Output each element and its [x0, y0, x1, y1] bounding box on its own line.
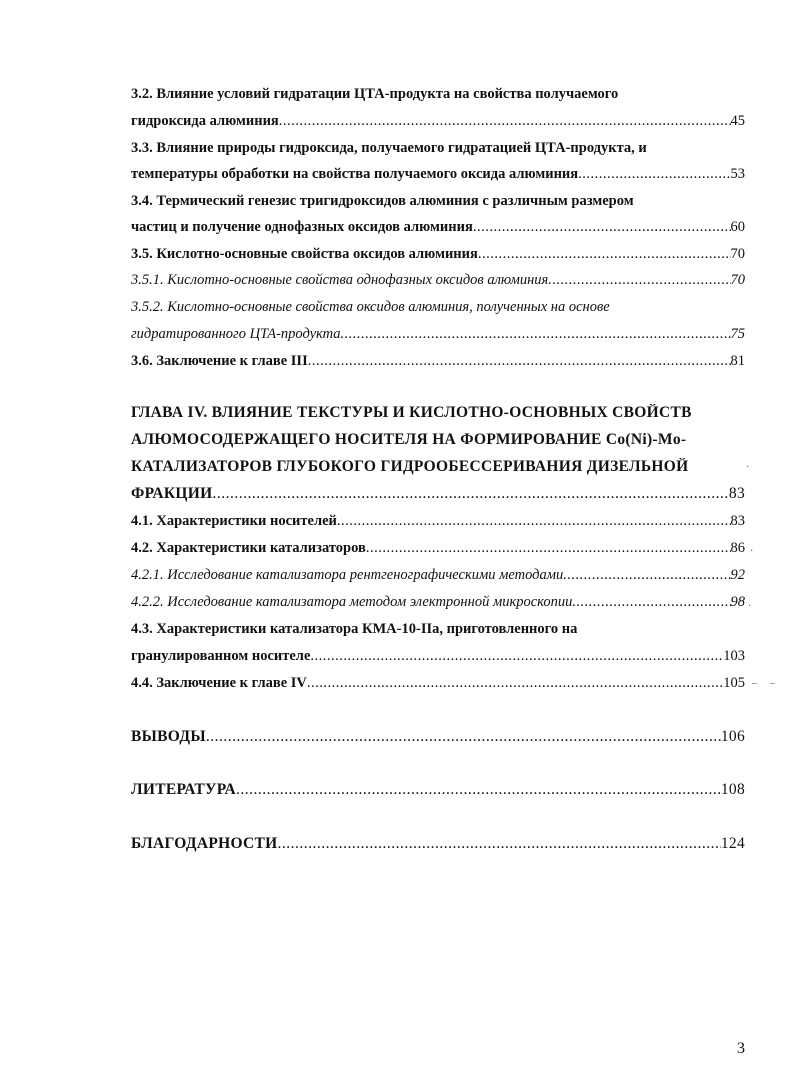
- toc-entry-title: ЛИТЕРАТУРА: [131, 781, 236, 798]
- toc-page-number: 105: [723, 675, 745, 691]
- toc-entry-4-2[interactable]: [131, 539, 745, 557]
- toc-entry-title: ФРАКЦИИ: [131, 485, 213, 502]
- toc-entry-title: ВЫВОДЫ: [131, 728, 206, 745]
- toc-entry-3-3-line1: 3.3. Влияние природы гидроксида, получаемого гидратацией ЦТА-продукта, и: [131, 140, 647, 156]
- toc-page-number: 108: [720, 781, 745, 798]
- toc-page-number: 83: [728, 485, 745, 502]
- dot-leader: [572, 593, 730, 611]
- toc-entry-4-1[interactable]: [131, 512, 745, 530]
- scan-mark: –: [770, 678, 775, 689]
- toc-entry-title: 4.2.2. Исследование катализатора методом электронной микроскопии: [131, 594, 573, 610]
- toc-entry-4-3-line1: 4.3. Характеристики катализатора КМА-10-IIа, приготовленного на: [131, 621, 578, 637]
- toc-entry-literature[interactable]: [131, 781, 745, 799]
- toc-page-number: 103: [723, 648, 745, 664]
- toc-entry-acknowledgements[interactable]: [131, 835, 745, 853]
- dot-leader: [308, 352, 731, 370]
- toc-entry-3-5-1[interactable]: [131, 271, 745, 289]
- toc-entry-4-4[interactable]: [131, 674, 745, 692]
- dot-leader: [307, 674, 723, 692]
- toc-entry-title: 4.4. Заключение к главе IV: [131, 675, 307, 691]
- toc-entry-title: гидратированного ЦТА-продукта: [131, 326, 341, 342]
- toc-entry-conclusions[interactable]: [131, 728, 745, 746]
- chapter-4-title-line1: ГЛАВА IV. ВЛИЯНИЕ ТЕКСТУРЫ И КИСЛОТНО-ОСНОВНЫХ СВОЙСТВ: [131, 404, 692, 421]
- toc-page-number: 60: [730, 219, 745, 235]
- toc-page-number: 75: [730, 326, 745, 342]
- toc-entry-4-2-1[interactable]: [131, 566, 745, 584]
- toc-entry-3-5-2-line1: 3.5.2. Кислотно-основные свойства оксидов алюминия, полученных на основе: [131, 299, 610, 315]
- toc-page-number: 86: [730, 540, 745, 556]
- dot-leader: [478, 245, 731, 263]
- toc-entry-3-6[interactable]: [131, 352, 745, 370]
- dot-leader: [206, 728, 721, 746]
- dot-leader: [578, 165, 730, 183]
- scan-mark: ·: [746, 462, 750, 473]
- toc-page-number: 45: [730, 113, 745, 129]
- scan-mark: –: [752, 678, 757, 689]
- toc-entry-3-4-line1: 3.4. Термический генезис тригидроксидов алюминия с различным размером: [131, 193, 634, 209]
- dot-leader: [310, 647, 723, 665]
- dot-leader: [366, 539, 731, 557]
- dot-leader: [548, 271, 730, 289]
- toc-entry-3-5-2[interactable]: [131, 325, 745, 343]
- toc-entry-4-2-2[interactable]: [131, 593, 745, 611]
- dot-leader: [279, 112, 731, 130]
- toc-page-number: 83: [730, 513, 745, 529]
- toc-page-number: 124: [720, 835, 745, 852]
- toc-page-number: 81: [730, 353, 745, 369]
- toc-entry-title: 3.5.1. Кислотно-основные свойства однофазных оксидов алюминия: [131, 272, 549, 288]
- dot-leader: [473, 218, 731, 236]
- toc-page-number: 92: [730, 567, 745, 583]
- toc-page-number: 98: [730, 594, 745, 610]
- toc-entry-title: температуры обработки на свойства получаемого оксида алюминия: [131, 166, 579, 182]
- dot-leader: [337, 512, 731, 530]
- dot-leader: [563, 566, 730, 584]
- toc-entry-title: 4.1. Характеристики носителей: [131, 513, 337, 529]
- toc-page-number: 106: [720, 728, 745, 745]
- toc-entry-title: 4.2. Характеристики катализаторов: [131, 540, 366, 556]
- toc-entry-3-3[interactable]: [131, 165, 745, 183]
- toc-page-number: 70: [730, 272, 745, 288]
- dot-leader: [277, 835, 720, 853]
- dot-leader: [236, 781, 721, 799]
- toc-entry-title: гидроксида алюминия: [131, 113, 279, 129]
- toc-entry-title: 3.6. Заключение к главе III: [131, 353, 308, 369]
- toc-entry-title: 4.2.1. Исследование катализатора рентгенографическими методами: [131, 567, 564, 583]
- chapter-4-title-line3: КАТАЛИЗАТОРОВ ГЛУБОКОГО ГИДРООБЕССЕРИВАНИЯ ДИЗЕЛЬНОЙ: [131, 458, 689, 475]
- toc-entry-3-2-line1: 3.2. Влияние условий гидратации ЦТА-продукта на свойства получаемого: [131, 86, 619, 102]
- dot-leader: [213, 485, 729, 503]
- scan-mark: ·: [748, 601, 752, 612]
- toc-entry-title: частиц и получение однофазных оксидов алюминия: [131, 219, 473, 235]
- toc-entry-3-2[interactable]: [131, 112, 745, 130]
- toc-entry-title: 3.5. Кислотно-основные свойства оксидов алюминия: [131, 246, 478, 262]
- toc-page-number: 70: [730, 246, 745, 262]
- toc-entry-title: гранулированном носителе: [131, 648, 311, 664]
- toc-page-number: 53: [730, 166, 745, 182]
- scan-mark: ·: [750, 546, 754, 557]
- dot-leader: [341, 325, 731, 343]
- toc-entry-chapter-4[interactable]: [131, 485, 745, 503]
- toc-entry-4-3[interactable]: [131, 647, 745, 665]
- chapter-4-title-line2: АЛЮМОСОДЕРЖАЩЕГО НОСИТЕЛЯ НА ФОРМИРОВАНИЕ Co(Ni)-Mo-: [131, 431, 687, 448]
- toc-entry-3-5[interactable]: [131, 245, 745, 263]
- toc-entry-title: БЛАГОДАРНОСТИ: [131, 835, 278, 852]
- page-number: 3: [737, 1040, 745, 1057]
- toc-entry-3-4[interactable]: [131, 218, 745, 236]
